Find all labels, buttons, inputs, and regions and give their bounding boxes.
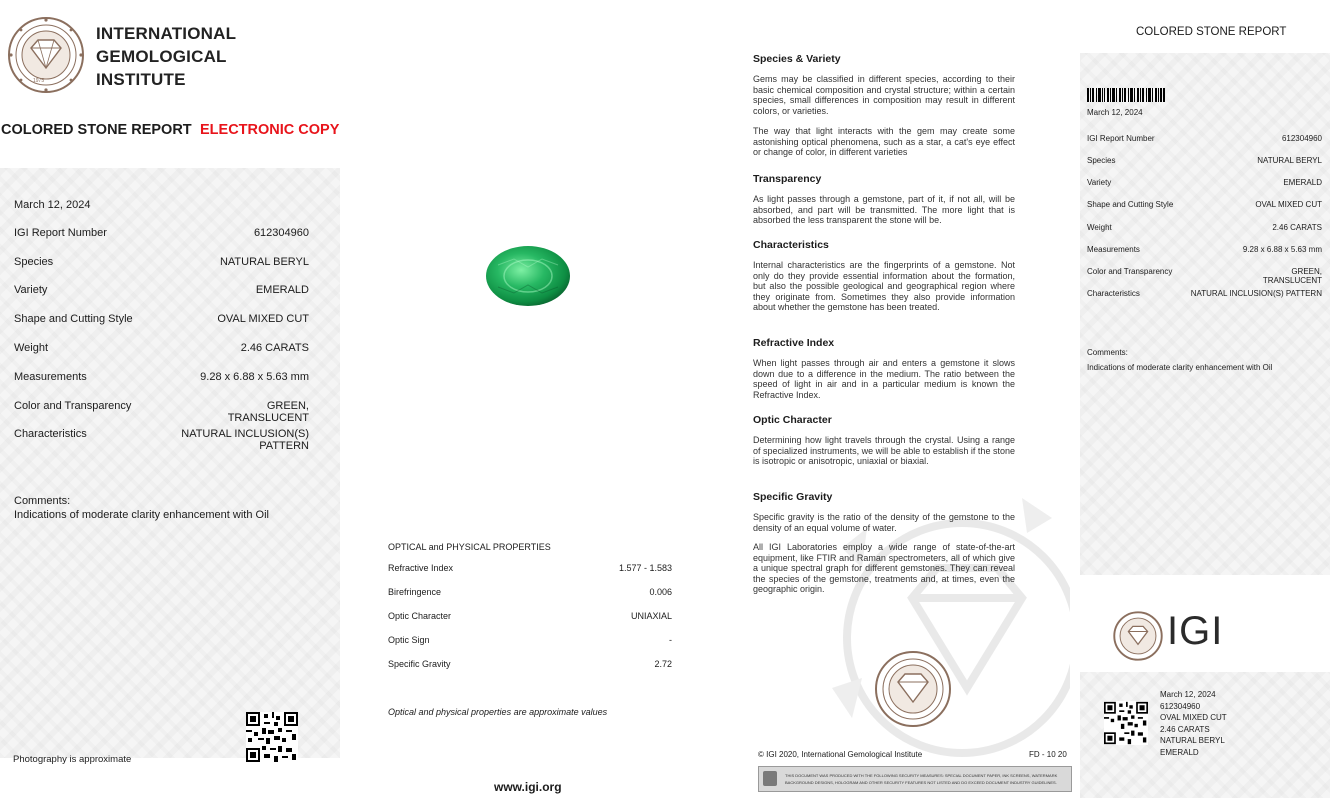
mini-report-date: March 12, 2024 <box>1087 108 1143 117</box>
mini-card-lines: March 12, 2024 612304960 OVAL MIXED CUT 2.46 CARATS NATURAL BERYL EMERALD <box>1160 690 1227 757</box>
brand-name <box>96 22 236 91</box>
form-code: FD - 10 20 <box>1029 750 1067 759</box>
lock-icon <box>763 771 777 786</box>
copyright-text: © IGI 2020, International Gemological Institute <box>758 750 923 759</box>
info-specific-gravity: Specific Gravity Specific gravity is the ratio of the density of the gemstone to the density of an equal volume of water. All IGI Laboratories employ a wide range of state-of-the-art equipment, like FTIR and Raman spectrometers, all of which give a unique spectral graph for different gemstones. They can reveal the species of the gemstone, treatments and, at times, even the geographic origin. <box>753 491 1015 594</box>
qr-code <box>246 712 298 762</box>
photography-note: Photography is approximate <box>13 754 132 765</box>
report-fields: IGI Report Number 612304960 Species NATURAL BERYL Variety EMERALD Shape and Cutting Style OVAL MIXED CUT Weight 2.46 CARATS Measurements 9.28 x 6.88 x 5.63 mm Color and Transparency GREEN, TRANSLUCENT Characteristics NATURAL INCLUSION(S) PATTERN <box>14 227 309 452</box>
qr-code-icon <box>246 712 298 762</box>
optical-properties: OPTICAL and PHYSICAL PROPERTIES Refractive Index 1.577 - 1.583 Birefringence 0.006 Optic Character UNIAXIAL Optic Sign - Specific Gravity 2.72 <box>388 542 672 669</box>
info-optic-character: Optic Character Determining how light travels through the crystal. Using a range of specialized instruments, we will be able to establish if the stone is isotropic or anisotropic, uniaxial or biaxial. <box>753 414 1015 466</box>
security-strip <box>758 766 1072 792</box>
electronic-copy-label: ELECTRONIC COPY <box>200 122 340 138</box>
emerald-stone-image <box>484 245 572 307</box>
info-characteristics: Characteristics Internal characteristics are the fingerprints of a gemstone. Not only do they provide essential information about the formation, but also the possible geological and geographical region where they originate from. Sometimes they also provide information about whether the gemstone has been treated. <box>753 239 1015 312</box>
mini-qr-code-icon <box>1104 701 1148 745</box>
watermark-seal-color <box>874 650 952 728</box>
mini-qr-code <box>1104 701 1148 745</box>
report-title: COLORED STONE REPORT <box>1 122 192 138</box>
security-text-2: BACKGROUND DESIGNS, HOLOGRAM AND OTHER SECURITY FEATURES NOT LISTED AND DO EXCEED DOCUMENT INDUSTRY GUIDELINES. <box>785 780 1057 785</box>
mini-report-fields: IGI Report Number 612304960 Species NATURAL BERYL Variety EMERALD Shape and Cutting Style OVAL MIXED CUT Weight 2.46 CARATS Measurements 9.28 x 6.88 x 5.63 mm Color and Transparency GREEN, TRANSLUCENT Characteristics NATURAL INCLUSION(S) PATTERN <box>1087 134 1322 298</box>
mini-comments-label: Comments: <box>1087 348 1128 357</box>
security-text-1: THIS DOCUMENT WAS PRODUCED WITH THE FOLLOWING SECURITY MEASURES: SPECIAL DOCUMENT PAPER, INK SCREENS, WATERMARK <box>785 773 1058 778</box>
mini-report-title: COLORED STONE REPORT <box>1136 26 1287 38</box>
info-refractive-index: Refractive Index When light passes through air and enters a gemstone it slows down due to a difference in the medium. The ratio between the speed of light in air and in a particular medium is known the Refractive Index. <box>753 337 1015 400</box>
optical-title: OPTICAL and PHYSICAL PROPERTIES <box>388 542 551 552</box>
brand-line-1: INTERNATIONAL <box>96 24 237 43</box>
report-date: March 12, 2024 <box>14 199 91 211</box>
igi-seal-logo <box>7 16 85 94</box>
igi-seal-year: 1975 <box>33 78 45 84</box>
comments-text: Indications of moderate clarity enhancement with Oil <box>14 509 269 521</box>
info-transparency: Transparency As light passes through a gemstone, part of it, if not all, will be absorbed, and part will be transmitted. The more light that is absorbed the less transparent the stone will be. <box>753 173 1015 225</box>
mini-comments-text: Indications of moderate clarity enhancement with Oil <box>1087 363 1273 372</box>
info-species-variety: Species & Variety Gems may be classified in different species, according to their basic chemical composition and crystal structure; within a certain species, small differences in composition may result in different colors, or varieties. The way that light interacts with the gem may create some astonishing optical phenomena, such as a star, a cat's eye effect or change of color, in different varieties <box>753 53 1015 157</box>
website-link[interactable]: www.igi.org <box>494 780 562 794</box>
barcode <box>1087 88 1165 102</box>
igi-logo-mark <box>1113 611 1163 661</box>
brand-line-2: GEMOLOGICAL <box>96 47 227 66</box>
barcode-icon <box>1087 88 1165 102</box>
comments-label: Comments: <box>14 495 71 507</box>
brand-line-3: INSTITUTE <box>96 70 186 89</box>
igi-logo-text: IGI <box>1167 609 1224 653</box>
mini-report-panel <box>1080 53 1330 575</box>
optical-note: Optical and physical properties are approximate values <box>388 707 608 717</box>
